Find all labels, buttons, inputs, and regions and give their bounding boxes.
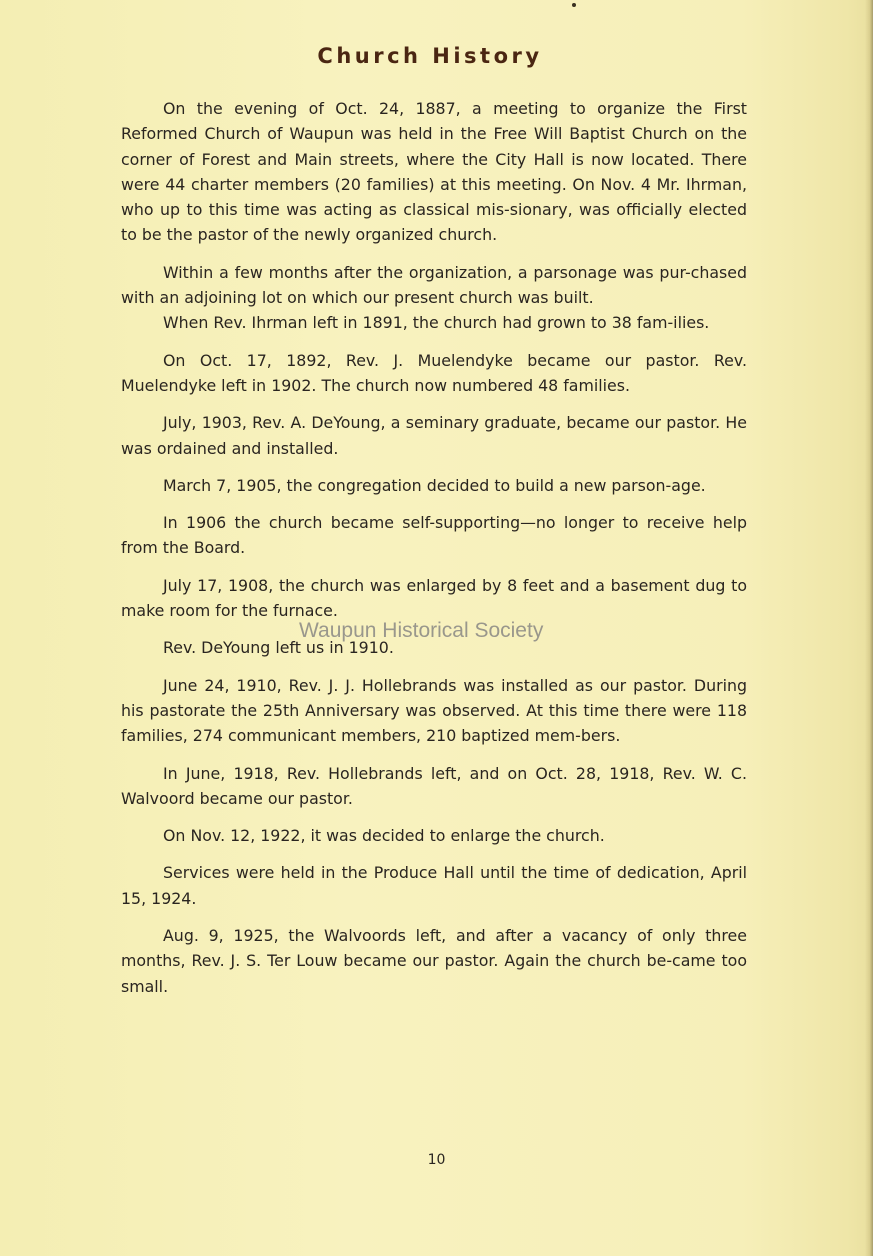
paragraph-deyoung-left: Rev. DeYoung left us in 1910. <box>163 638 394 658</box>
paragraph-produce-hall: Services were held in the Produce Hall until the time of dedication, April 15, 1924. <box>121 863 747 908</box>
history-body <box>121 96 747 1011</box>
page-title: Church History <box>317 44 543 68</box>
page-edge-shadow <box>865 0 873 1256</box>
paragraph-muelendyke: On Oct. 17, 1892, Rev. J. Muelendyke became our pastor. Rev. Muelendyke left in 1902. The church now numbered 48 families. <box>121 350 747 395</box>
speck-mark <box>572 3 576 7</box>
paragraph-1905: March 7, 1905, the congregation decided to build a new parson-age. <box>163 475 706 495</box>
paragraph-ihrman-left: When Rev. Ihrman left in 1891, the church had grown to 38 fam-ilies. <box>163 313 710 333</box>
paragraph-ter-louw: Aug. 9, 1925, the Walvoords left, and after a vacancy of only three months, Rev. J. S. Ter Louw became our pastor. Again the church be-came too small. <box>121 926 747 996</box>
watermark: Waupun Historical Society <box>299 619 544 642</box>
paragraph-hollebrands: June 24, 1910, Rev. J. J. Hollebrands was installed as our pastor. During his pastorate the 25th Anniversary was observed. At this time there were 118 families, 274 communicant members, 210 baptized mem-bers. <box>121 675 747 746</box>
page-number: 10 <box>427 1152 446 1168</box>
paragraph-1908: July 17, 1908, the church was enlarged by 8 feet and a basement dug to make room for the furnace. <box>121 575 747 621</box>
paragraph-1922: On Nov. 12, 1922, it was decided to enlarge the church. <box>163 826 605 846</box>
paragraph-1906: In 1906 the church became self-supporting—no longer to receive help from the Board. <box>121 513 747 558</box>
paragraph-parsonage: Within a few months after the organization, a parsonage was pur-chased with an adjoining lot on which our present church was built. <box>121 262 747 308</box>
paragraph-deyoung: July, 1903, Rev. A. DeYoung, a seminary graduate, became our pastor. He was ordained and installed. <box>121 413 747 458</box>
paragraph-walvoord: In June, 1918, Rev. Hollebrands left, and on Oct. 28, 1918, Rev. W. C. Walvoord became our pastor. <box>121 763 747 808</box>
paragraph-founding: On the evening of Oct. 24, 1887, a meeting to organize the First Reformed Church of Waupun was held in the Free Will Baptist Church on the corner of Forest and Main streets, where the City Hall is now located. There were 44 charter members (20 families) at this meeting. On Nov. 4 Mr. Ihrman, who up to this time was acting as classical mis-sionary, was officially elected to be the pastor of the newly organized church. <box>121 99 747 245</box>
